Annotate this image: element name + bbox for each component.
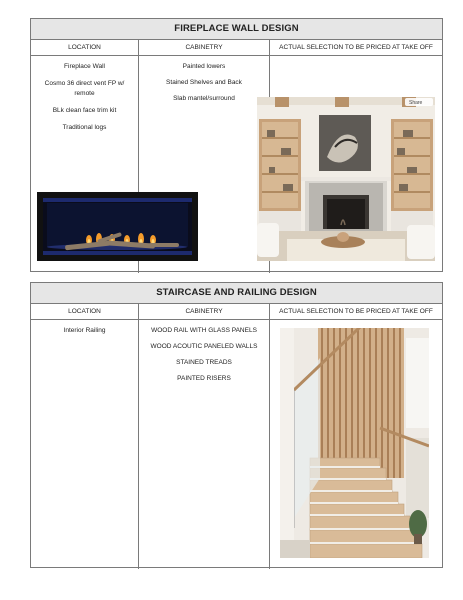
location-column-header: LOCATION <box>31 40 139 55</box>
location-item: Fireplace Wall <box>64 63 105 70</box>
cabinetry-column-header: CABINETRY <box>139 40 270 55</box>
fireplace-wall-photo <box>257 97 435 261</box>
cabinetry-item: Painted lowers <box>182 63 226 70</box>
staircase-photo <box>280 328 429 558</box>
location-item: Interior Railing <box>63 327 106 334</box>
cabinetry-column-header: CABINETRY <box>139 304 270 319</box>
cabinetry-item: Slab mantel/surround <box>173 95 235 102</box>
cabinetry-item: PAINTED RISERS <box>177 375 231 382</box>
fireplace-section-title: FIREPLACE WALL DESIGN <box>31 19 442 40</box>
staircase-header-row <box>31 304 442 320</box>
fireplace-insert-image <box>37 192 198 261</box>
cabinetry-item: WOOD RAIL WITH GLASS PANELS <box>151 327 257 334</box>
staircase-location-cell <box>31 320 139 569</box>
share-label: Share <box>409 100 423 107</box>
staircase-cabinetry-cell <box>139 320 270 569</box>
actual-selection-column-header: ACTUAL SELECTION TO BE PRICED AT TAKE OFF <box>279 44 433 51</box>
location-item: Traditional logs <box>62 124 107 131</box>
actual-selection-column-header: ACTUAL SELECTION TO BE PRICED AT TAKE OFF <box>279 308 433 315</box>
cabinetry-item: WOOD ACOUTIC PANELED WALLS <box>150 343 258 350</box>
cabinetry-item: STAINED TREADS <box>176 359 232 366</box>
location-item: BLk clean face trim kit <box>52 107 117 114</box>
location-column-header: LOCATION <box>31 304 139 319</box>
fireplace-header-row <box>31 40 442 56</box>
cabinetry-item: Stained Shelves and Back <box>166 79 242 86</box>
location-item: Cosmo 36 direct vent FP w/ remote <box>44 80 125 97</box>
staircase-section-title: STAIRCASE AND RAILING DESIGN <box>31 283 442 304</box>
